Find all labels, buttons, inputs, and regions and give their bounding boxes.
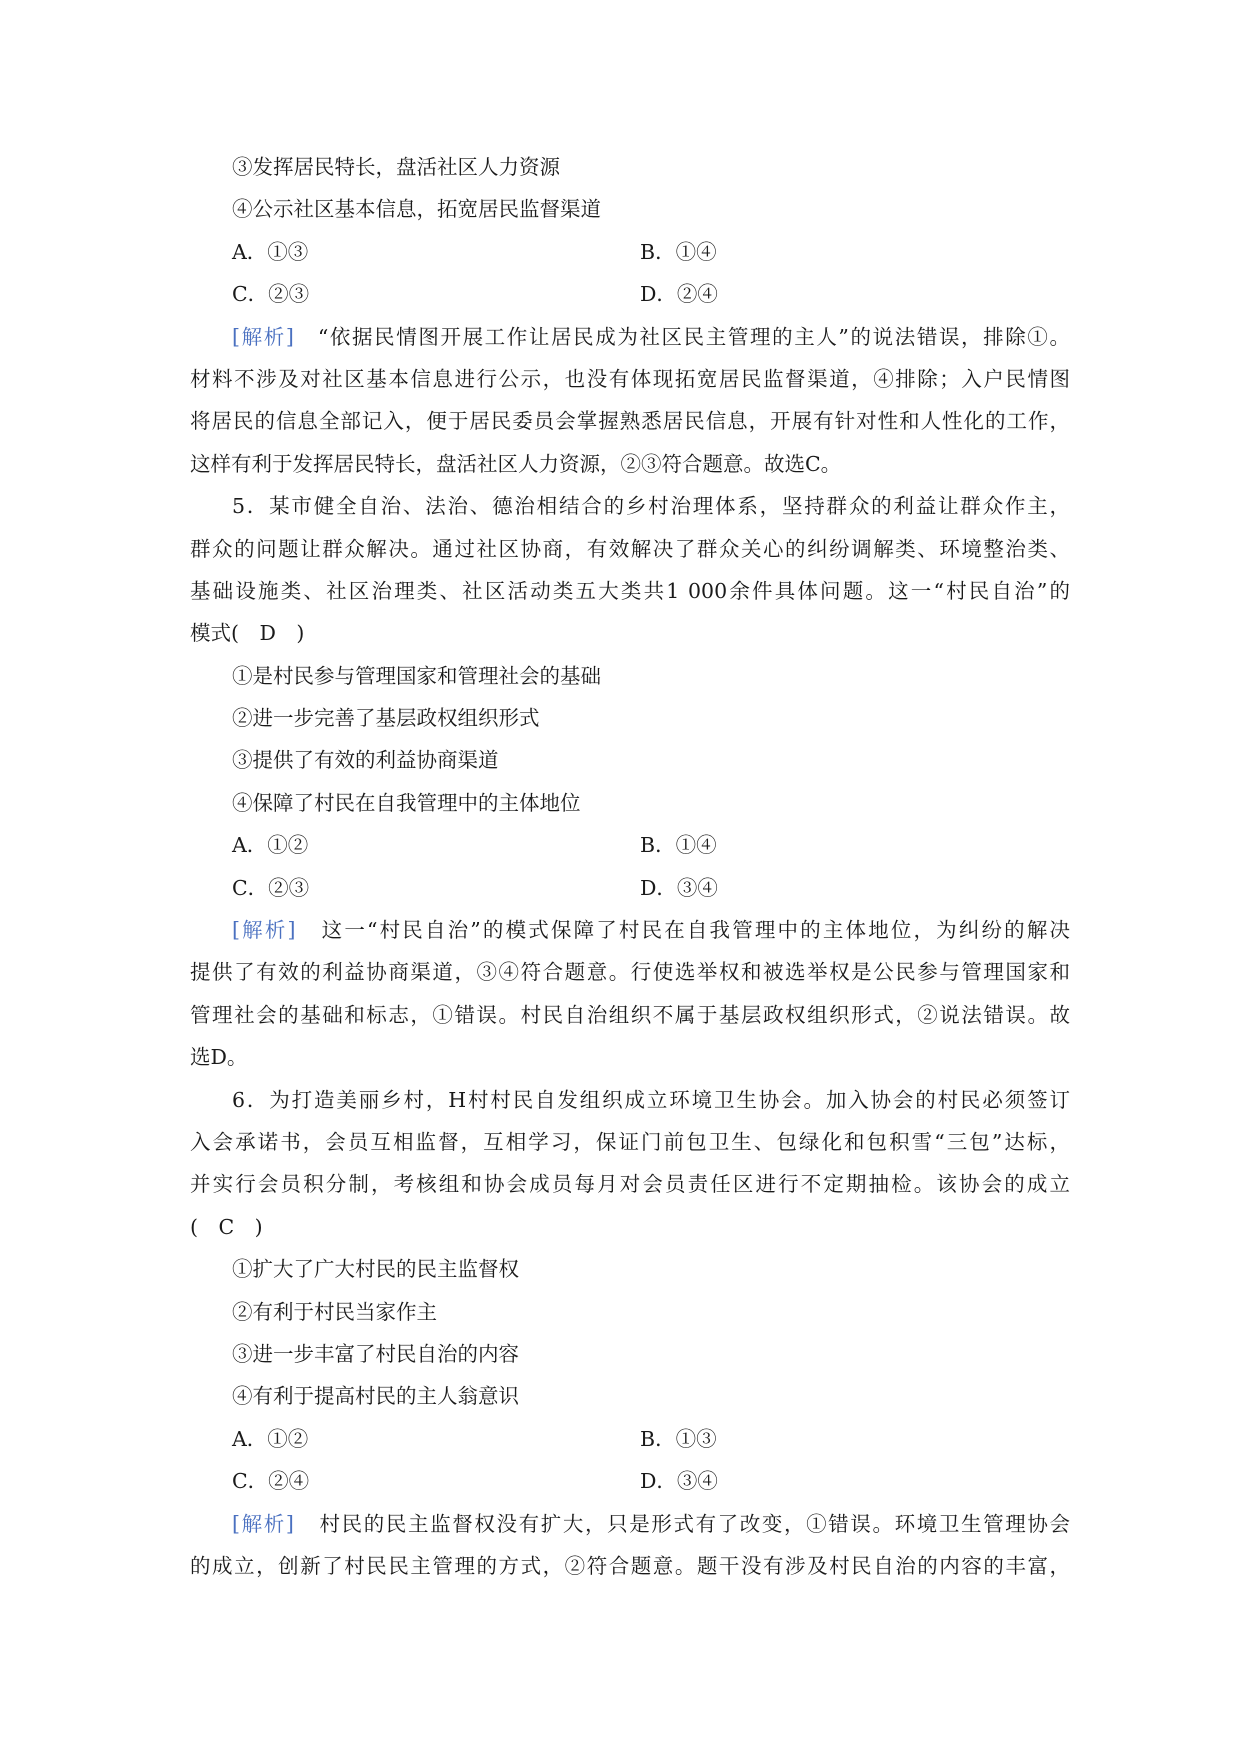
q4-option-3: ③发挥居民特长，盘活社区人力资源 [232,155,560,179]
q5-option-4: ④保障了村民在自我管理中的主体地位 [232,790,581,815]
q6-analysis-tag: [解析] [232,1511,294,1536]
q4-option-4: ④公示社区基本信息，拓宽居民监督渠道 [232,197,601,222]
q4-choice-row-2 [190,273,1070,315]
q6-stem-line-4: ( C ) [190,1214,263,1239]
q6-stem-line-3: 并实行会员积分制，考核组和协会成员每月对会员责任区进行不定期抽检。该协会的成立 [190,1172,1070,1197]
q4-choice-a: A．①③ [232,239,309,264]
q4-choice-c: C．②③ [232,282,310,307]
q6-choice-row-2 [190,1460,1070,1502]
q5-choice-c: C．②③ [232,875,310,900]
q4-choice-row-1 [190,231,1070,273]
q6-option-3: ③进一步丰富了村民自治的内容 [232,1341,519,1366]
q4-analysis-line-3: 将居民的信息全部记入，便于居民委员会掌握熟悉居民信息，开展有针对性和人性化的工作， [190,409,1070,434]
q5-stem-line-3: 基础设施类、社区治理类、社区活动类五大类共1 000余件具体问题。这一“村民自治”的 [190,578,1070,603]
q5-analysis-line-3: 管理社会的基础和标志，①错误。村民自治组织不属于基层政权组织形式，②说法错误。故 [190,1002,1070,1027]
document-content [190,146,1070,1587]
q6-stem-line-1: 6．为打造美丽乡村，H村村民自发组织成立环境卫生协会。加入协会的村民必须签订 [232,1087,1070,1112]
q5-analysis-line-1: [解析] 这一“村民自治”的模式保障了村民在自我管理中的主体地位，为纠纷的解决 [232,918,1071,943]
q6-option-4: ④有利于提高村民的主人翁意识 [232,1384,519,1409]
q4-analysis-tag: [解析] [232,324,294,349]
q5-option-1: ①是村民参与管理国家和管理社会的基础 [232,663,601,688]
q5-analysis-tag: [解析] [232,918,296,943]
q6-option-2: ②有利于村民当家作主 [232,1299,437,1324]
q4-analysis-line-2: 材料不涉及对社区基本信息进行公示，也没有体现拓宽居民监督渠道，④排除；入户民情图 [190,366,1070,391]
q5-choice-a: A．①② [232,833,309,858]
q6-analysis-line-1: [解析] 村民的民主监督权没有扩大，只是形式有了改变，①错误。环境卫生管理协会 [232,1511,1071,1536]
q6-choice-b: B．①③ [640,1426,717,1451]
q5-stem-line-2: 群众的问题让群众解决。通过社区协商，有效解决了群众关心的纠纷调解类、环境整治类、 [190,536,1070,561]
q5-option-2: ②进一步完善了基层政权组织形式 [232,706,540,731]
q5-choice-row-2 [190,867,1070,909]
q6-choice-d: D．③④ [640,1469,718,1494]
q6-choice-row-1 [190,1418,1070,1460]
q6-choice-c: C．②④ [232,1469,310,1494]
q5-analysis-line-4: 选D。 [190,1045,248,1070]
q5-analysis-line-2: 提供了有效的利益协商渠道，③④符合题意。行使选举权和被选举权是公民参与管理国家和 [190,960,1070,985]
q6-stem-line-2: 入会承诺书，会员互相监督，互相学习，保证门前包卫生、包绿化和包积雪“三包”达标， [190,1129,1070,1154]
q4-analysis-line-1: [解析] “依据民情图开展工作让居民成为社区民主管理的主人”的说法错误，排除①。 [232,324,1070,349]
q5-stem-line-4: 模式( D ) [190,621,305,646]
q4-choice-b: B．①④ [640,239,717,264]
q5-choice-row-1 [190,824,1070,866]
q4-analysis-line-4: 这样有利于发挥居民特长，盘活社区人力资源，②③符合题意。故选C。 [190,451,842,476]
q5-choice-d: D．③④ [640,875,718,900]
q6-choice-a: A．①② [232,1426,309,1451]
q6-analysis-line-2: 的成立，创新了村民民主管理的方式，②符合题意。题干没有涉及村民自治的内容的丰富， [190,1553,1070,1578]
q5-option-3: ③提供了有效的利益协商渠道 [232,748,499,773]
q6-option-1: ①扩大了广大村民的民主监督权 [232,1257,519,1282]
q4-choice-d: D．②④ [640,282,718,307]
q5-stem-line-1: 5．某市健全自治、法治、德治相结合的乡村治理体系，坚持群众的利益让群众作主， [232,494,1070,519]
q5-choice-b: B．①④ [640,833,717,858]
